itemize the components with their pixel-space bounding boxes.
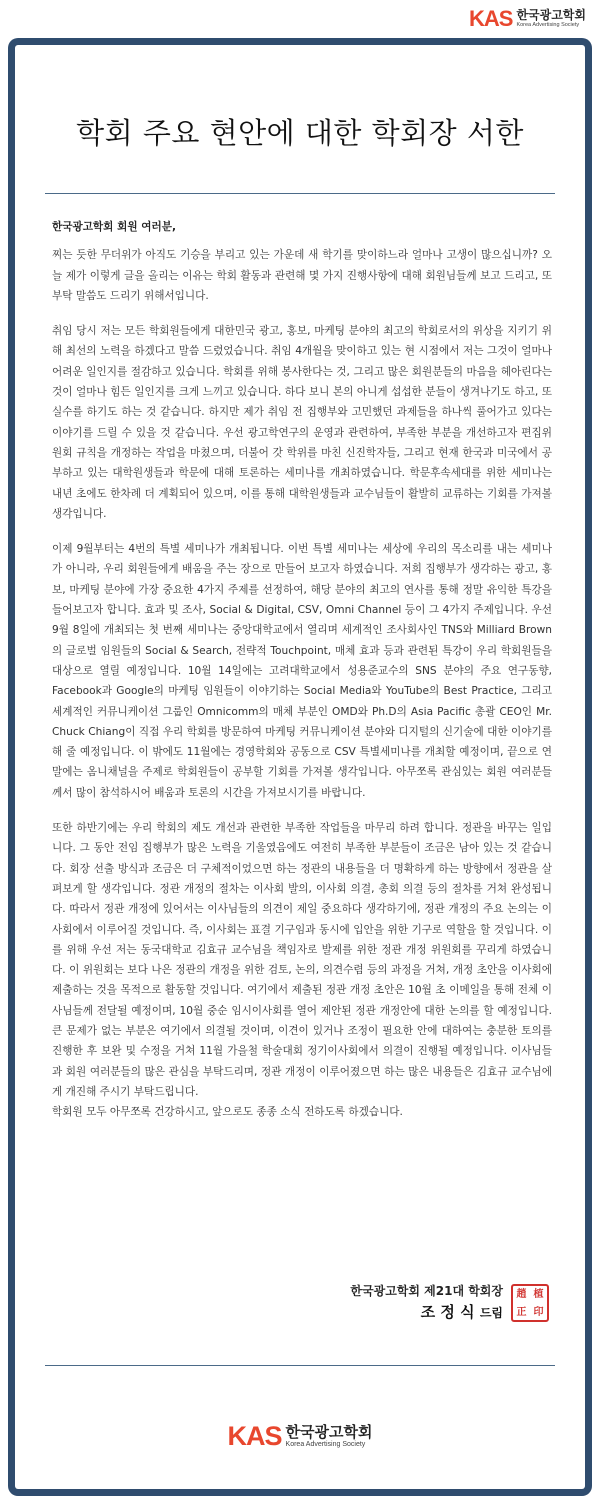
footer-logo[interactable] (15, 1423, 585, 1450)
letter-frame (8, 38, 592, 1496)
letter-body (52, 217, 552, 1137)
signature-suffix: 드림 (479, 1306, 503, 1320)
seal-char: 植 (533, 1289, 544, 1300)
greeting: 한국광고학회 회원 여러분, (52, 221, 176, 233)
kas-logo-mark: KAS (468, 6, 513, 31)
header-logo-name-en: Korea Advertising Society (516, 22, 580, 28)
signature-name (350, 1301, 503, 1324)
seal-char: 趙 (516, 1289, 527, 1300)
paragraph-closing: 학회원 모두 아무쪼록 건강하시고, 앞으로도 종종 소식 전하도록 하겠습니다. (52, 1106, 403, 1119)
seal-char: 印 (533, 1307, 544, 1318)
signature-block (350, 1282, 549, 1324)
footer-logo-name-en: Korea Advertising Society (285, 1441, 366, 1448)
paragraph-2: 취임 당시 저는 모든 학회원들에게 대한민국 광고, 홍보, 마케팅 분야의 최고의 학회로서의 위상을 지키기 위해 최선의 노력을 하겠다고 말씀 드렸었습니다. 취임 4개월을 맞이하고 있는 현 시점에서 저는 그것이 얼마나 어려운 일인지를 절감하고 있습니다. 학회를 위해 봉사한다는 것, 그리고 많은 회원분들의 마음을 헤아린다는 것이 얼마나 힘든 일인지를 크게 느끼고 있습니다. 하다 보니 본의 아니게 섭섭한 분들이 생겨나기도 하고, 또 실수를 하기도 하는 것 같습니다. 하지만 제가 취임 전 집행부와 고민했던 과제들을 하나씩 풀어가고 있다는 이야기를 드릴 수 있을 것 같습니다. 우선 광고학연구의 운영과 관련하여, 부족한 부분을 개선하고자 편집위원회 규칙을 개정하는 작업을 마쳤으며, 더불어 갓 학위를 마친 신진학자들, 그리고 현재 한국과 미국에서 공부하고 있는 대학원생들과 학문에 대해 토론하는 세미나를 개최하였습니다. 학문후속세대를 위한 세미나는 내년 초에도 한차례 더 계획되어 있으며, 이를 통해 대학원생들과 교수님들이 활발히 교류하는 기회를 가져볼 생각입니다. (52, 325, 552, 520)
paragraph-1: 찌는 듯한 무더위가 아직도 기승을 부리고 있는 가운데 새 학기를 맞이하느라 얼마나 고생이 많으십니까? 오늘 제가 이렇게 글을 올리는 이유는 학회 활동과 관련해 몇 가지 진행사항에 대해 회원님들께 보고 드리고, 또 부탁 말씀도 드리기 위해서입니다. (52, 249, 552, 302)
seal-char: 正 (516, 1307, 527, 1318)
signature-org: 한국광고학회 제21대 학회장 (350, 1284, 503, 1298)
seal-stamp-icon (511, 1284, 549, 1322)
kas-logo-mark: KAS (227, 1421, 282, 1451)
top-bar (0, 0, 600, 38)
paragraph-3: 이제 9월부터는 4번의 특별 세미나가 개최됩니다. 이번 특별 세미나는 세상에 우리의 목소리를 내는 세미나가 아니라, 우리 회원들에게 배움을 주는 장으로 만들어 보고자 하였습니다. 저희 집행부가 생각하는 광고, 홍보, 마케팅 분야에 가장 중요한 4가지 주제를 선정하여, 해당 분야의 최고의 연사를 통해 정말 유익한 특강을 들어보고자 합니다. 효과 및 조사, Social & Digital, CSV, Omni Channel 등이 그 4가지 주제입니다. 우선 9월 8일에 개최되는 첫 번째 세미나는 중앙대학교에서 열리며 세계적인 조사회사인 TNS와 Milliard Brown의 글로벌 임원들의 Social & Search, 전략적 Touchpoint, 매체 효과 등과 관련된 특강이 우리 학회원들을 대상으로 열릴 예정입니다. 10월 14일에는 고려대학교에서 성용준교수의 SNS 분야의 주요 연구동향, Facebook과 Google의 마케팅 임원들이 이야기하는 Social Media와 YouTube의 Best Practice, 그리고 세계적인 커뮤니케이션 그룹인 Omnicomm의 매체 부분인 OMD와 Ph.D의 Asia Pacific 총괄 CEO인 Mr. Chuck Chiang이 직접 우리 학회를 방문하여 마케팅 커뮤니케이션 분야와 디지털의 신기술에 대한 이야기를 해 줄 예정입니다. 이 밖에도 11월에는 경영학회와 공동으로 CSV 특별세미나를 개최할 예정이며, 끝으로 연말에는 옴니채널을 주제로 학회원들이 공부할 기회를 가져볼 생각입니다. 아무쪼록 관심있는 회원 여러분들께서 많이 참석하시어 배움과 토론의 시간을 가져보시기를 바랍니다. (52, 543, 552, 799)
signature-name-text: 조 정 식 (420, 1303, 475, 1321)
letter-title: 학회 주요 현안에 대한 학회장 서한 (76, 116, 524, 150)
letter-paper (15, 45, 585, 1489)
footer-logo-name-ko: 한국광고학회 (285, 1423, 373, 1441)
divider-bottom (45, 1365, 555, 1366)
divider-top (45, 193, 555, 194)
header-logo-name-ko: 한국광고학회 (516, 8, 586, 22)
paragraph-4: 또한 하반기에는 우리 학회의 제도 개선과 관련한 부족한 작업들을 마무리 하려 합니다. 정관을 바꾸는 일입니다. 그 동안 전임 집행부가 많은 노력을 기울였음에도 여전히 부족한 부분들이 조금은 남아 있는 것 같습니다. 회장 선출 방식과 조금은 더 구체적이었으면 하는 정관의 내용들을 더 명확하게 하는 방향에서 정관을 살펴보게 할 생각입니다. 정관 개정의 절차는 이사회 발의, 이사회 의결, 총회 의결 등의 절차를 거쳐 완성됩니다. 따라서 정관 개정에 있어서는 이사님들의 의견이 제일 중요하다 생각하기에, 정관 개정의 주요 논의는 이사회에서 이루어질 것입니다. 즉, 이사회는 표결 기구임과 동시에 입안을 위한 기구로 역할을 할 것입니다. 이를 위해 우선 저는 동국대학교 김효규 교수님을 책임자로 발제를 위한 정관 개정 위원회를 꾸리게 하였습니다. 이 위원회는 보다 나은 정관의 개정을 위한 검토, 논의, 의견수렴 등의 과정을 거쳐, 개정 초안을 이사회에 제출하는 것을 목적으로 활동할 것입니다. 여기에서 제출된 정관 개정 초안은 10월 초 이메일을 통해 전체 이사님들께 전달될 예정이며, 10월 중순 임시이사회를 열어 제안된 정관 개정안에 대한 논의를 할 예정입니다. 큰 문제가 없는 부분은 여기에서 의결될 것이며, 이견이 있거나 조정이 필요한 안에 대하여는 충분한 토의를 진행한 후 보완 및 수정을 거쳐 11월 가을철 학술대회 정기이사회에서 의결이 진행될 예정입니다. 이사님들과 회원 여러분들의 많은 관심을 부탁드리며, 정관 개정이 이루어졌으면 하는 많은 내용들은 김효규 교수님에게 개진해 주시기 부탁드립니다. (52, 822, 552, 1098)
header-logo[interactable] (469, 8, 586, 30)
